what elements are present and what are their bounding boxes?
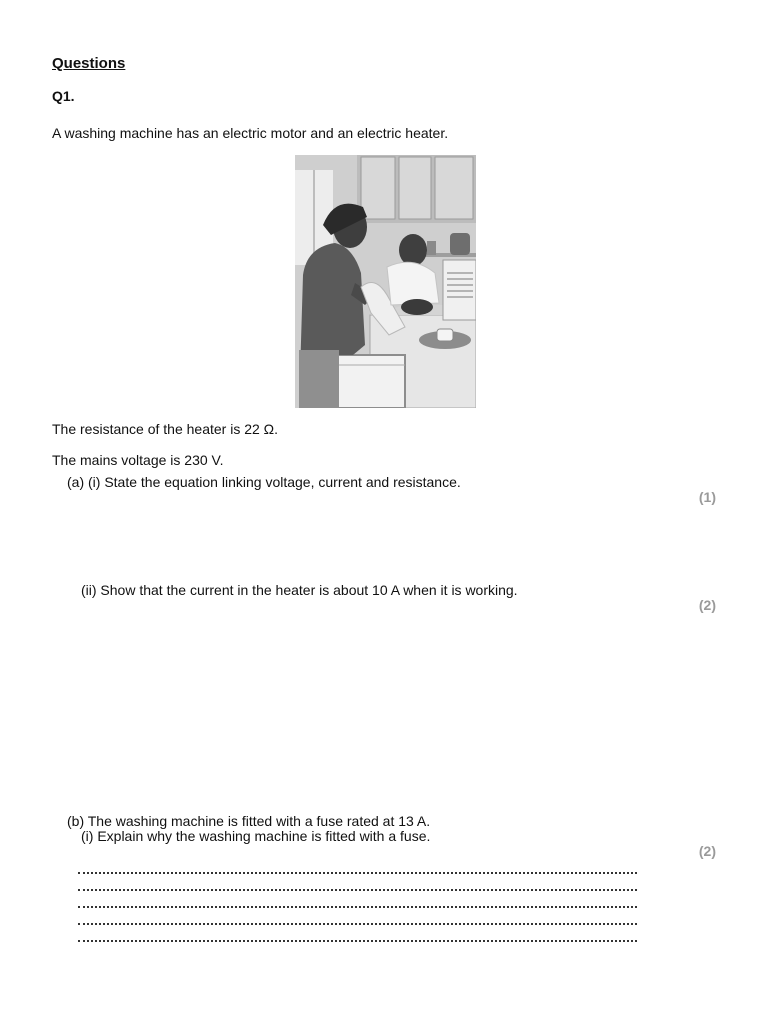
question-part-b-i: (i) Explain why the washing machine is fitted with a fuse. — [81, 828, 431, 844]
answer-line[interactable] — [78, 913, 637, 925]
washing-machine-photo — [295, 155, 476, 408]
mains-voltage-statement: The mains voltage is 230 V. — [52, 452, 224, 468]
answer-line[interactable] — [78, 879, 637, 891]
question-part-b: (b) The washing machine is fitted with a fuse rated at 13 A. — [67, 813, 431, 829]
marks-part-b-i: (2) — [698, 843, 716, 859]
section-heading: Questions — [52, 55, 126, 72]
marks-part-a-i: (1) — [698, 489, 716, 505]
question-part-a-ii: (ii) Show that the current in the heater is about 10 A when it is working. — [81, 582, 518, 598]
question-intro: A washing machine has an electric motor and an electric heater. — [52, 125, 449, 141]
answer-line[interactable] — [78, 862, 637, 874]
heater-resistance-statement: The resistance of the heater is 22 Ω. — [52, 421, 279, 437]
question-part-a-i: (a) (i) State the equation linking voltage, current and resistance. — [67, 474, 461, 490]
answer-line[interactable] — [78, 896, 637, 908]
question-number: Q1. — [52, 88, 75, 104]
marks-part-a-ii: (2) — [698, 597, 716, 613]
answer-line[interactable] — [78, 930, 637, 942]
